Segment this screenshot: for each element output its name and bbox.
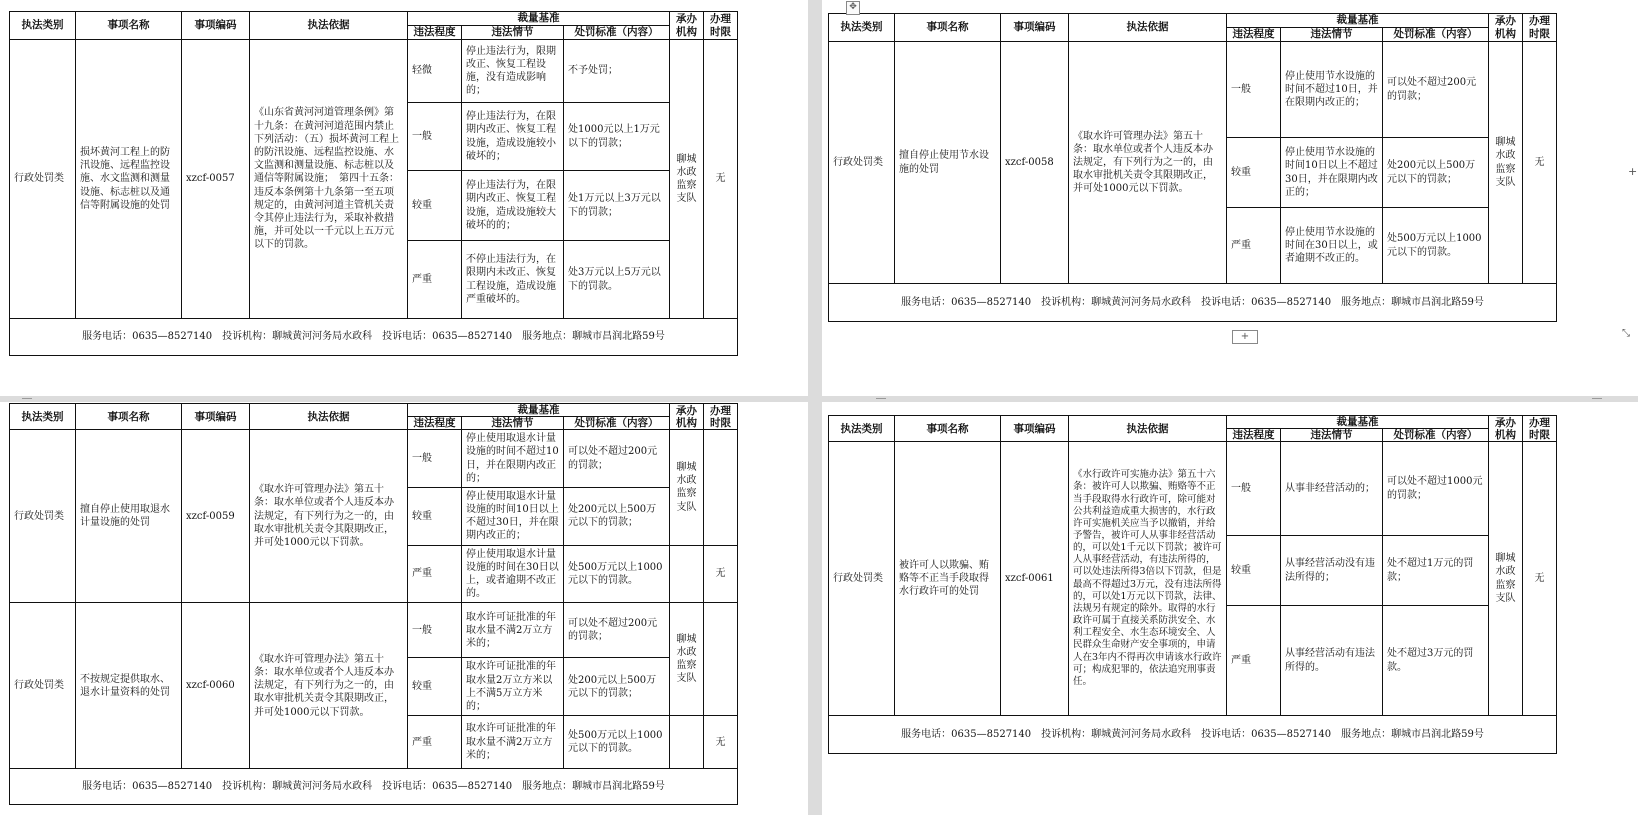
page-corner-mark [876,398,886,399]
cell-item-name: 被许可人以欺骗、贿赂等不正当手段取得水行政许可的处罚 [895,442,1001,716]
cell-time-limit: 无 [1523,42,1557,284]
cell-circumstance: 取水许可证批准的年取水量不满2万立方米的； [462,603,564,658]
cell-circumstance: 停止使用节水设施的时间不超过10日，并在限期内改正的； [1281,42,1383,138]
cell-penalty: 处200元以上500万元以下的罚款； [564,658,670,716]
cell-agency: 聊城水政监察支队 [670,40,704,319]
cell-item-code: xzcf-0059 [182,430,250,603]
header-item-code: 事项编码 [1001,14,1069,42]
cell-penalty: 处1000元以上1万元以下的罚款； [564,103,670,171]
cell-penalty: 处200元以上500万元以下的罚款； [564,487,670,545]
cell-agency: 聊城水政监察支队 [1489,442,1523,716]
header-category: 执法类别 [829,14,895,42]
cell-degree: 严重 [1227,606,1281,716]
cell-degree: 一般 [408,103,462,171]
header-time-limit: 办理时限 [704,12,738,40]
cell-item-code: xzcf-0057 [182,40,250,319]
cell-category: 行政处罚类 [829,442,895,716]
cell-degree: 严重 [408,241,462,319]
cell-degree: 一般 [408,603,462,658]
cell-penalty: 处500万元以上1000元以下的罚款。 [1383,208,1489,284]
cell-circumstance: 停止使用节水设施的时间在30日以上，或者逾期不改正的。 [1281,208,1383,284]
cell-item-name: 不按规定提供取水、退水计量资料的处罚 [76,603,182,769]
header-category: 执法类别 [10,12,76,40]
header-circumstance: 违法情节 [462,26,564,40]
header-basis: 执法依据 [1069,14,1227,42]
cell-penalty: 不予处罚； [564,40,670,103]
cell-basis: 《取水许可管理办法》第五十条：取水单位或者个人违反本办法规定，有下列行为之一的，由取水审批机关责令其限期改正，并可处1000元以下罚款。 [250,603,408,769]
cell-circumstance: 取水许可证批准的年取水量不满2万立方米的； [462,716,564,769]
cell-item-code: xzcf-0060 [182,603,250,769]
table-add-row-button[interactable]: + [1232,330,1258,344]
cell-degree: 一般 [1227,42,1281,138]
cell-circumstance: 停止使用节水设施的时间10日以上不超过30日，并在限期内改正的； [1281,138,1383,208]
cell-penalty: 处1万元以上3万元以下的罚款； [564,171,670,241]
header-penalty: 处罚标准（内容） [564,417,670,430]
header-discretion: 裁量基准 [408,404,670,417]
header-circumstance: 违法情节 [1281,429,1383,442]
cell-degree: 严重 [408,545,462,603]
cell-degree: 较重 [408,658,462,716]
header-degree: 违法程度 [1227,28,1281,42]
cell-penalty: 可以处不超过200元的罚款； [564,603,670,658]
header-discretion: 裁量基准 [1227,416,1489,429]
cell-category: 行政处罚类 [10,40,76,319]
header-penalty: 处罚标准（内容） [564,26,670,40]
enforcement-table-1 [9,11,738,356]
cell-degree: 较重 [408,171,462,241]
service-footer: 服务电话：0635—8527140 投诉机构：聊城黄河河务局水政科 投诉电话：0635—8527140 服务地点：聊城市昌润北路59号 [10,319,738,356]
cell-agency-blank [670,716,704,769]
table-add-column-button[interactable]: + [1628,165,1638,178]
cell-circumstance: 从事经营活动有违法所得的。 [1281,606,1383,716]
cell-degree: 严重 [1227,208,1281,284]
cell-time-limit: 无 [704,40,738,319]
header-category: 执法类别 [10,404,76,430]
header-item-name: 事项名称 [895,14,1001,42]
header-item-name: 事项名称 [76,12,182,40]
table-move-handle-icon[interactable]: ✥ [846,1,860,15]
cell-item-name: 擅自停止使用节水设施的处罚 [895,42,1001,284]
cell-penalty: 处500万元以上1000元以下的罚款。 [564,545,670,603]
cell-basis: 《水行政许可实施办法》第五十六条：被许可人以欺骗、贿赂等不正当手段取得水行政许可，除可能对公共利益造成重大损害的，水行政许可实施机关应当予以撤销，并给予警告，被许可人从事非经营活动的，可以处1千元以下罚款；被许可人从事经营活动，有违法所得的，可以处违法所得3倍以下罚款，但是最高不得超过3万元，没有违法所得的，可以处1万元以下罚款，法律、法规另有规定的除外。取得的水行政许可属于直接关系防洪安全、水利工程安全、水生态环境安全、人民群众生命财产安全事项的，申请人在3年内不得再次申请该水行政许可；构成犯罪的，依法追究刑事责任。 [1069,442,1227,716]
header-item-code: 事项编码 [1001,416,1069,442]
cell-penalty: 可以处不超过200元的罚款； [564,430,670,488]
header-item-name: 事项名称 [895,416,1001,442]
cell-item-name: 擅自停止使用取退水计量设施的处罚 [76,430,182,603]
cell-circumstance: 停止使用取退水计量设施的时间不超过10日，并在限期内改正的； [462,430,564,488]
cell-degree: 一般 [408,430,462,488]
header-degree: 违法程度 [408,417,462,430]
service-footer: 服务电话：0635—8527140 投诉机构：聊城黄河河务局水政科 投诉电话：0635—8527140 服务地点：聊城市昌润北路59号 [829,284,1557,322]
cell-time-limit: 无 [1523,442,1557,716]
document-page-4 [822,402,1638,815]
header-circumstance: 违法情节 [1281,28,1383,42]
service-footer: 服务电话：0635—8527140 投诉机构：聊城黄河河务局水政科 投诉电话：0635—8527140 服务地点：聊城市昌润北路59号 [829,716,1557,754]
cell-circumstance: 停止违法行为，在限期内改正、恢复工程设施，造成设施较小破坏的； [462,103,564,171]
cell-penalty: 可以处不超过1000元的罚款； [1383,442,1489,536]
cell-penalty: 处3万元以上5万元以下的罚款。 [564,241,670,319]
document-page-3 [0,402,808,815]
header-degree: 违法程度 [1227,429,1281,442]
header-time-limit: 办理时限 [1523,14,1557,42]
header-penalty: 处罚标准（内容） [1383,28,1489,42]
header-agency: 承办机构 [670,12,704,40]
enforcement-table-2 [828,13,1557,322]
cell-time-limit: 无 [704,545,738,603]
header-agency: 承办机构 [1489,416,1523,442]
header-agency: 承办机构 [1489,14,1523,42]
cell-degree: 一般 [1227,442,1281,536]
header-degree: 违法程度 [408,26,462,40]
service-footer: 服务电话：0635—8527140 投诉机构：聊城黄河河务局水政科 投诉电话：0635—8527140 服务地点：聊城市昌润北路59号 [10,769,738,805]
header-circumstance: 违法情节 [462,417,564,430]
cell-circumstance: 停止违法行为，在限期内改正、恢复工程设施，造成设施较大破坏的的； [462,171,564,241]
cell-degree: 较重 [1227,138,1281,208]
cell-item-code: xzcf-0058 [1001,42,1069,284]
cell-time-limit: 无 [704,716,738,769]
page-corner-mark [1592,398,1602,399]
header-discretion: 裁量基准 [408,12,670,26]
document-page-1 [0,0,808,396]
cell-basis: 《山东省黄河河道管理条例》第十九条：在黄河河道范围内禁止下列活动：（五）损坏黄河工程上的防汛设施、远程监控设施、水文监测和测量设施、标志桩以及通信等附属设施； 第四十五条：违反本条例第十九条第一至五项规定的，由黄河河道主管机关责令其停止违法行为，采取补救措施，并可处以一千元以上五万元以下的罚款。 [250,40,408,319]
cell-agency: 聊城水政监察支队 [670,430,704,546]
cell-circumstance: 取水许可证批准的年取水量2万立方米以上不满5万立方米的； [462,658,564,716]
cell-circumstance: 从事经营活动没有违法所得的； [1281,536,1383,606]
document-page-2 [822,0,1638,396]
header-category: 执法类别 [829,416,895,442]
cell-category: 行政处罚类 [829,42,895,284]
cell-degree: 较重 [408,487,462,545]
header-item-code: 事项编码 [182,404,250,430]
cell-circumstance: 不停止违法行为，在限期内未改正、恢复工程设施，造成设施严重破坏的。 [462,241,564,319]
header-discretion: 裁量基准 [1227,14,1489,28]
cell-penalty: 处200元以上500万元以下的罚款； [1383,138,1489,208]
cell-degree: 严重 [408,716,462,769]
cell-category: 行政处罚类 [10,430,76,603]
cell-degree: 较重 [1227,536,1281,606]
cell-agency: 聊城水政监察支队 [670,603,704,716]
header-item-code: 事项编码 [182,12,250,40]
header-basis: 执法依据 [1069,416,1227,442]
cell-basis: 《取水许可管理办法》第五十条：取水单位或者个人违反本办法规定，有下列行为之一的，由取水审批机关责令其限期改正，并可处1000元以下罚款。 [1069,42,1227,284]
enforcement-table-3 [9,403,738,805]
cell-item-name: 损坏黄河工程上的防汛设施、远程监控设施、水文监测和测量设施、标志桩以及通信等附属设施的处罚 [76,40,182,319]
page-gap-vertical [808,0,822,815]
cell-circumstance: 从事非经营活动的； [1281,442,1383,536]
cell-agency-blank [670,545,704,603]
cell-circumstance: 停止违法行为，限期改正、恢复工程设施，没有造成影响的； [462,40,564,103]
header-basis: 执法依据 [250,404,408,430]
enforcement-table-4 [828,415,1557,754]
cell-circumstance: 停止使用取退水计量设施的时间在30日以上，或者逾期不改正的。 [462,545,564,603]
header-time-limit: 办理时限 [704,404,738,430]
cell-time-limit-blank [704,603,738,716]
cell-time-limit-blank [704,430,738,546]
header-basis: 执法依据 [250,12,408,40]
cell-penalty: 处不超过1万元的罚款； [1383,536,1489,606]
header-agency: 承办机构 [670,404,704,430]
cell-penalty: 处不超过3万元的罚款。 [1383,606,1489,716]
cell-penalty: 处500万元以上1000元以下的罚款。 [564,716,670,769]
page-corner-mark [22,398,32,399]
header-time-limit: 办理时限 [1523,416,1557,442]
cell-category: 行政处罚类 [10,603,76,769]
cell-agency: 聊城水政监察支队 [1489,42,1523,284]
cell-penalty: 可以处不超过200元的罚款； [1383,42,1489,138]
cell-degree: 轻微 [408,40,462,103]
cell-item-code: xzcf-0061 [1001,442,1069,716]
cell-basis: 《取水许可管理办法》第五十条：取水单位或者个人违反本办法规定，有下列行为之一的，由取水审批机关责令其限期改正，并可处1000元以下罚款。 [250,430,408,603]
table-resize-handle-icon[interactable]: ⤡ [1622,328,1630,339]
header-penalty: 处罚标准（内容） [1383,429,1489,442]
cell-circumstance: 停止使用取退水计量设施的时间10日以上不超过30日，并在限期内改正的； [462,487,564,545]
header-item-name: 事项名称 [76,404,182,430]
